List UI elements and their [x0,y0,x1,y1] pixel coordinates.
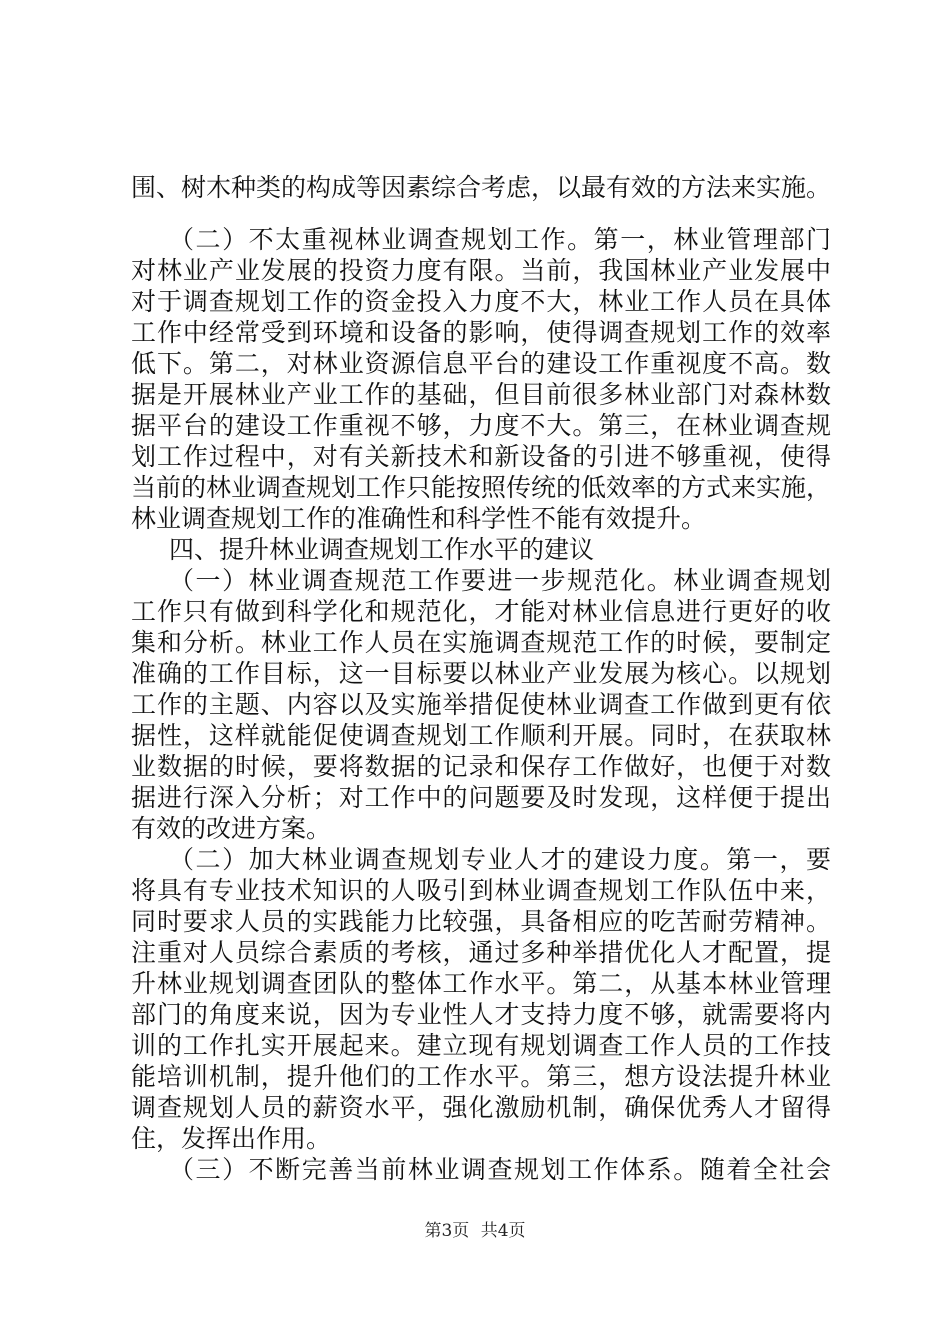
text-line: 工作中经常受到环境和设备的影响，使得调查规划工作的效率 [131,318,831,347]
text-line: 工作的主题、内容以及实施举措促使林业调查工作做到更有依 [131,690,831,719]
text-line: 调查规划人员的薪资水平，强化激励机制，确保优秀人才留得 [131,1093,831,1122]
text-line: 有效的改进方案。 [131,814,332,843]
text-line: 业数据的时候，要将数据的记录和保存工作做好，也便于对数 [131,752,831,781]
text-line: （一）林业调查规范工作要进一步规范化。林业调查规划 [169,566,831,595]
page-total: 共4页 [480,1221,526,1241]
paragraph-section-3-2 [131,224,831,534]
section-heading: 四、提升林业调查规划工作水平的建议 [169,535,595,564]
text-line: （三）不断完善当前林业调查规划工作体系。随着全社会 [169,1155,831,1184]
paragraph-continuation [131,172,831,203]
text-line: 同时要求人员的实践能力比较强，具备相应的吃苦耐劳精神。 [131,907,831,936]
paragraph-section-4-1 [131,565,831,844]
page-number: 第3页 [424,1221,470,1241]
text-line: 工作只有做到科学化和规范化，才能对林业信息进行更好的收 [131,597,831,626]
text-line: 据是开展林业产业工作的基础，但目前很多林业部门对森林数 [131,380,831,409]
text-line: 注重对人员综合素质的考核，通过多种举措优化人才配置，提 [131,938,831,967]
paragraph-section-4-3 [131,1154,831,1185]
paragraph-section-4-2 [131,844,831,1154]
text-line: 部门的角度来说，因为专业性人才支持力度不够，就需要将内 [131,1000,831,1029]
text-line: 住，发挥出作用。 [131,1124,332,1153]
text-line: 当前的林业调查规划工作只能按照传统的低效率的方式来实施， [131,473,832,502]
text-line: 准确的工作目标，这一目标要以林业产业发展为核心。以规划 [131,659,831,688]
text-line: 训的工作扎实开展起来。建立现有规划调查工作人员的工作技 [131,1031,831,1060]
document-body [131,172,831,1185]
text-line: 据平台的建设工作重视不够，力度不大。第三，在林业调查规 [131,411,831,440]
text-line: 将具有专业技术知识的人吸引到林业调查规划工作队伍中来， [131,876,831,905]
text-line: 升林业规划调查团队的整体工作水平。第二，从基本林业管理 [131,969,831,998]
page-footer [0,1216,950,1241]
text-line: 划工作过程中，对有关新技术和新设备的引进不够重视，使得 [131,442,831,471]
text-line: 对于调查规划工作的资金投入力度不大，林业工作人员在具体 [131,287,831,316]
section-heading-4 [131,534,831,565]
text-line: （二）不太重视林业调查规划工作。第一，林业管理部门 [169,225,831,254]
text-line: 据进行深入分析；对工作中的问题要及时发现，这样便于提出 [131,783,831,812]
paragraph-gap [131,203,831,224]
text-line: （二）加大林业调查规划专业人才的建设力度。第一，要 [169,845,831,874]
text-line: 能培训机制，提升他们的工作水平。第三，想方设法提升林业 [131,1062,831,1091]
text-line: 对林业产业发展的投资力度有限。当前，我国林业产业发展中 [131,256,831,285]
text-line: 围、树木种类的构成等因素综合考虑，以最有效的方法来实施。 [131,173,832,202]
text-line: 低下。第二，对林业资源信息平台的建设工作重视度不高。数 [131,349,831,378]
text-line: 集和分析。林业工作人员在实施调查规范工作的时候，要制定 [131,628,831,657]
text-line: 林业调查规划工作的准确性和科学性不能有效提升。 [131,504,707,533]
text-line: 据性，这样就能促使调查规划工作顺利开展。同时，在获取林 [131,721,831,750]
